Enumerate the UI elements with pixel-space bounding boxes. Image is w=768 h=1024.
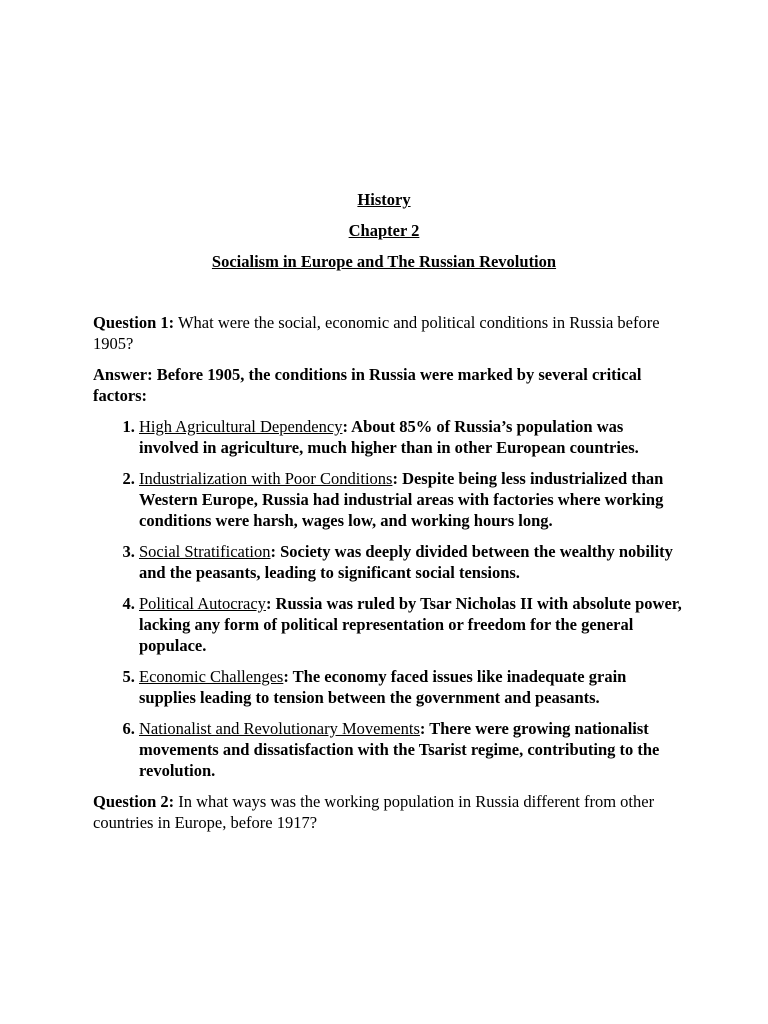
factor-term: Industrialization with Poor Conditions — [139, 469, 393, 488]
chapter-heading: Chapter 2 — [348, 221, 420, 240]
subject-heading: History — [357, 190, 411, 209]
factor-term: Social Stratification — [139, 542, 271, 561]
list-item — [139, 718, 683, 781]
answer-1-intro: Answer: Before 1905, the conditions in Russia were marked by several critical factors: — [93, 365, 642, 405]
list-item — [139, 541, 683, 583]
question-2-text: In what ways was the working population in Russia different from other countries in Europe, before 1917? — [93, 792, 655, 832]
factor-term: High Agricultural Dependency — [139, 417, 343, 436]
factor-text: : The economy faced issues like inadequate grain supplies leading to tension between the government and peasants. — [139, 667, 627, 707]
factor-term: Economic Challenges — [139, 667, 284, 686]
question-2 — [93, 791, 683, 833]
question-1-text: What were the social, economic and political conditions in Russia before 1905? — [93, 313, 660, 353]
chapter-title: Socialism in Europe and The Russian Revolution — [211, 252, 557, 271]
factor-text: : There were growing nationalist movements and dissatisfaction with the Tsarist regime, contributing to the revolution. — [139, 719, 660, 780]
question-1 — [93, 312, 683, 354]
factor-term: Political Autocracy — [139, 594, 266, 613]
factor-term: Nationalist and Revolutionary Movements — [139, 719, 420, 738]
list-item — [139, 416, 683, 458]
list-item — [139, 468, 683, 531]
question-1-label: Question 1: — [93, 313, 175, 332]
list-item — [139, 666, 683, 708]
factor-text: : About 85% of Russia’s population was involved in agriculture, much higher than in other European countries. — [139, 417, 639, 457]
factor-text: : Society was deeply divided between the wealthy nobility and the peasants, leading to significant social tensions. — [139, 542, 673, 582]
factor-text: : Despite being less industrialized than Western Europe, Russia had industrial areas with factories where working conditions were harsh, wages low, and working hours long. — [139, 469, 664, 530]
factors-list — [93, 416, 683, 781]
factor-text: : Russia was ruled by Tsar Nicholas II with absolute power, lacking any form of political representation or freedom for the general populace. — [139, 594, 682, 655]
list-item — [139, 593, 683, 656]
question-2-label: Question 2: — [93, 792, 175, 811]
document-body — [93, 312, 683, 843]
